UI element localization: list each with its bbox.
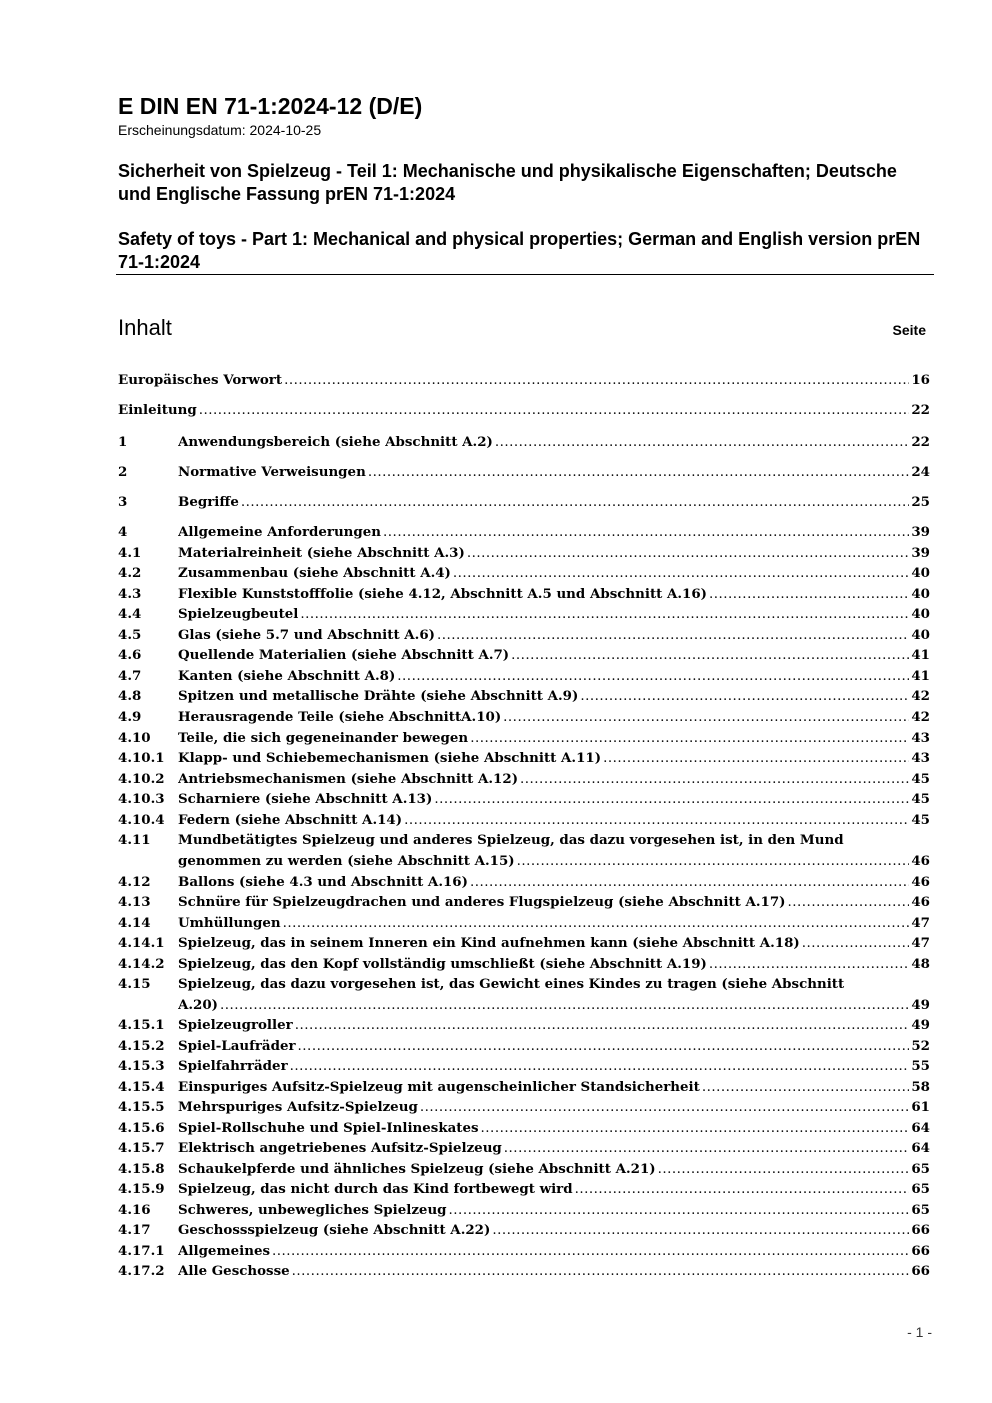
toc-entry-page: 46: [911, 894, 930, 910]
toc-entry-title: Kanten (siehe Abschnitt A.8): [178, 668, 396, 684]
toc-entry-page: 40: [911, 565, 930, 581]
toc-entry-title: Spielzeug, das den Kopf vollständig umschließt (siehe Abschnitt A.19): [178, 956, 707, 972]
toc-entry-title: Antriebsmechanismen (siehe Abschnitt A.12): [178, 771, 519, 787]
toc-leader-dots: [481, 1119, 910, 1140]
document-id: E DIN EN 71-1:2024-12 (D/E): [118, 93, 423, 119]
toc-entry-page: 65: [911, 1181, 930, 1197]
toc-leader-dots: [420, 1098, 910, 1119]
toc-entry-page: 66: [911, 1263, 930, 1279]
toc-entry-page: 65: [911, 1161, 930, 1177]
toc-entry-title: Spiel-Laufräder: [178, 1038, 296, 1054]
toc-entry-page: 43: [911, 750, 930, 766]
page-number: - 1 -: [907, 1324, 932, 1340]
publication-date: Erscheinungsdatum: 2024-10-25: [118, 122, 322, 138]
toc-entry-page: 40: [911, 586, 930, 602]
toc-entry-number: 4.15.4: [118, 1079, 165, 1095]
toc-entry-number: 1: [118, 434, 128, 450]
toc-leader-dots: [495, 433, 909, 454]
toc-entry-number: 4.10.3: [118, 791, 165, 807]
toc-entry-number: 4.17: [118, 1222, 151, 1238]
toc-leader-dots: [511, 646, 909, 667]
toc-entry-page: 25: [911, 494, 930, 510]
toc-entry-page: 41: [911, 647, 930, 663]
toc-entry-number: 4.9: [118, 709, 142, 725]
toc-entry-title: Einleitung: [118, 402, 197, 418]
toc-entry-number: 4: [118, 524, 128, 540]
toc-entry-title: Spielzeugbeutel: [178, 606, 299, 622]
toc-leader-dots: [470, 729, 909, 750]
toc-entry-title-continued: genommen zu werden (siehe Abschnitt A.15): [178, 852, 515, 869]
toc-entry-number: 4.15.6: [118, 1120, 165, 1136]
toc-entry-number: 4.10: [118, 730, 151, 746]
toc-entry-page: 47: [911, 915, 930, 931]
toc-entry-title: Quellende Materialien (siehe Abschnitt A.7): [178, 647, 510, 663]
toc-entry-number: 4.16: [118, 1202, 151, 1218]
toc-entry-page: 65: [911, 1202, 930, 1218]
toc-entry-page: 46: [911, 874, 930, 890]
toc-entry-number: 4.11: [118, 832, 151, 848]
toc-entry-page: 49: [911, 996, 930, 1013]
toc-entry-page: 61: [911, 1099, 930, 1115]
toc-entry-page: 55: [911, 1058, 930, 1074]
toc-entry-title: Europäisches Vorwort: [118, 372, 283, 388]
toc-leader-dots: [709, 585, 909, 606]
toc-leader-dots: [383, 523, 909, 544]
toc-leader-dots: [437, 626, 909, 647]
toc-leader-dots: [283, 914, 910, 935]
toc-entry-number: 4.1: [118, 545, 142, 561]
toc-entry-number: 4.15.8: [118, 1161, 165, 1177]
toc-entry-title: Spielzeug, das nicht durch das Kind fortbewegt wird: [178, 1181, 573, 1197]
toc-entry-number: 4.15.9: [118, 1181, 165, 1197]
title-german: Sicherheit von Spielzeug - Teil 1: Mechanische und physikalische Eigenschaften; Deutsche und Englische Fassung prEN 71-1:2024: [118, 161, 897, 204]
toc-entry-page: 40: [911, 606, 930, 622]
toc-entry-number: 4.15.5: [118, 1099, 165, 1115]
toc-entry-title: Einspuriges Aufsitz-Spielzeug mit augenscheinlicher Standsicherheit: [178, 1079, 700, 1095]
toc-entry-page: 24: [911, 464, 930, 480]
toc-entry-page: 40: [911, 627, 930, 643]
toc-entry-page: 39: [911, 524, 930, 540]
toc-entry-title: Begriffe: [178, 494, 239, 510]
toc-leader-dots: [575, 1180, 910, 1201]
toc-entry-page: 43: [911, 730, 930, 746]
toc-entry-title: Spielzeugroller: [178, 1017, 293, 1033]
toc-entry-number: 4.12: [118, 874, 151, 890]
toc-entry-page: 66: [911, 1222, 930, 1238]
toc-entry-number: 4.3: [118, 586, 142, 602]
toc-leader-dots: [453, 564, 909, 585]
toc-entry-title: Klapp- und Schiebemechanismen (siehe Abschnitt A.11): [178, 750, 602, 766]
toc-entry-page: 39: [911, 545, 930, 561]
toc-leader-dots: [397, 667, 909, 688]
toc-leader-dots: [290, 1057, 910, 1078]
toc-entry-number: 4.14.1: [118, 935, 165, 951]
toc-entry-title-continued: A.20): [178, 996, 219, 1013]
toc-leader-dots: [467, 544, 910, 565]
toc-entry-number: 4.6: [118, 647, 142, 663]
toc-page-column-label: Seite: [892, 322, 926, 338]
toc-entry-title: Spiel-Rollschuhe und Spiel-Inlineskates: [178, 1120, 479, 1136]
toc-entry-title: Herausragende Teile (siehe AbschnittA.10): [178, 709, 502, 725]
toc-entry-number: 2: [118, 464, 128, 480]
toc-entry-number: 4.15.7: [118, 1140, 165, 1156]
toc-leader-dots: [295, 1016, 910, 1037]
toc-leader-dots: [298, 1037, 910, 1058]
toc-entry-title: Mehrspuriges Aufsitz-Spielzeug: [178, 1099, 418, 1115]
toc-entry-title: Ballons (siehe 4.3 und Abschnitt A.16): [178, 874, 468, 890]
toc-entry-number: 4.15.1: [118, 1017, 165, 1033]
toc-leader-dots: [449, 1201, 910, 1222]
toc-entry-number: 3: [118, 494, 128, 510]
toc-entry-page: 64: [911, 1140, 930, 1156]
toc-leader-dots: [603, 749, 909, 770]
toc-entry-title: Teile, die sich gegeneinander bewegen: [178, 730, 469, 746]
toc-entry-title: Spielfahrräder: [178, 1058, 288, 1074]
toc-entry-title: Allgemeine Anforderungen: [178, 524, 382, 540]
toc-leader-dots: [709, 955, 910, 976]
toc-entry-page: 45: [911, 791, 930, 807]
toc-leader-dots: [492, 1221, 909, 1242]
toc-entry-number: 4.10.4: [118, 812, 165, 828]
toc-entry-page: 22: [911, 402, 930, 418]
toc-leader-dots: [658, 1160, 910, 1181]
toc-entry-page: 66: [911, 1243, 930, 1259]
header-rule: [116, 274, 934, 275]
toc-entry-title: Umhüllungen: [178, 915, 281, 931]
toc-entry-title: Federn (siehe Abschnitt A.14): [178, 812, 403, 828]
toc-entry-title: Flexible Kunststofffolie (siehe 4.12, Abschnitt A.5 und Abschnitt A.16): [178, 586, 708, 602]
toc-entry-title: Schnüre für Spielzeugdrachen und anderes Flugspielzeug (siehe Abschnitt A.17): [178, 894, 786, 910]
toc-entry-title: Anwendungsbereich (siehe Abschnitt A.2): [178, 434, 493, 450]
toc-leader-dots: [434, 790, 909, 811]
toc-leader-dots: [802, 934, 910, 955]
toc-entry-number: 4.14: [118, 915, 151, 931]
toc-entry-number: 4.4: [118, 606, 142, 622]
toc-entry-page: 64: [911, 1120, 930, 1136]
toc-entry-title: Scharniere (siehe Abschnitt A.13): [178, 791, 433, 807]
toc-entry-page: 58: [911, 1079, 930, 1095]
toc-leader-dots: [517, 852, 910, 873]
toc-entry-number: 4.2: [118, 565, 142, 581]
toc-entry-title: Allgemeines: [178, 1243, 271, 1259]
toc-leader-dots: [292, 1262, 910, 1283]
toc-entry-page: 45: [911, 771, 930, 787]
toc-leader-dots: [580, 687, 909, 708]
toc-entry-title: Spielzeug, das dazu vorgesehen ist, das Gewicht eines Kindes zu tragen (siehe Abschnitt: [178, 976, 845, 992]
toc-entry-page: 48: [911, 956, 930, 972]
toc-leader-dots: [220, 996, 909, 1017]
toc-entry-title: Spielzeug, das in seinem Inneren ein Kind aufnehmen kann (siehe Abschnitt A.18): [178, 935, 800, 951]
toc-entry-title: Alle Geschosse: [178, 1263, 290, 1279]
title-english: Safety of toys - Part 1: Mechanical and physical properties; German and English version prEN 71-1:2024: [118, 229, 921, 272]
toc-entry-page: 47: [911, 935, 930, 951]
toc-entry-title: Spitzen und metallische Drähte (siehe Abschnitt A.9): [178, 688, 579, 704]
toc-entry-page: 45: [911, 812, 930, 828]
toc-leader-dots: [284, 371, 909, 392]
toc-entry-number: 4.17.2: [118, 1263, 165, 1279]
toc-entry-number: 4.8: [118, 688, 142, 704]
toc-leader-dots: [241, 493, 910, 514]
toc-leader-dots: [503, 708, 909, 729]
toc-entry-number: 4.15.3: [118, 1058, 165, 1074]
toc-leader-dots: [470, 873, 909, 894]
toc-leader-dots: [404, 811, 909, 832]
toc-entry-title: Mundbetätigtes Spielzeug und anderes Spielzeug, das dazu vorgesehen ist, in den Mund: [178, 832, 844, 848]
toc-leader-dots: [504, 1139, 910, 1160]
toc-entry-title: Schweres, unbewegliches Spielzeug: [178, 1202, 447, 1218]
toc-leader-dots: [520, 770, 909, 791]
toc-entry-page: 41: [911, 668, 930, 684]
toc-entry-title: Materialreinheit (siehe Abschnitt A.3): [178, 545, 465, 561]
toc-leader-dots: [368, 463, 910, 484]
toc-entry-number: 4.14.2: [118, 956, 165, 972]
toc-entry-page: 46: [911, 852, 930, 869]
toc-heading: Inhalt: [118, 315, 172, 340]
toc-entry-page: 42: [911, 688, 930, 704]
toc-entry-number: 4.17.1: [118, 1243, 165, 1259]
toc-leader-dots: [272, 1242, 909, 1263]
toc-leader-dots: [702, 1078, 910, 1099]
toc-entry-title: Zusammenbau (siehe Abschnitt A.4): [178, 565, 451, 581]
toc-entry-page: 52: [911, 1038, 930, 1054]
toc-leader-dots: [199, 401, 910, 422]
toc-leader-dots: [788, 893, 910, 914]
toc-entry-number: 4.7: [118, 668, 142, 684]
toc-entry-page: 42: [911, 709, 930, 725]
toc-entry-number: 4.15.2: [118, 1038, 165, 1054]
toc-entry-number: 4.10.1: [118, 750, 165, 766]
toc-leader-dots: [300, 605, 909, 626]
toc-entry-title: Normative Verweisungen: [178, 464, 366, 480]
toc-entry-title: Schaukelpferde und ähnliches Spielzeug (siehe Abschnitt A.21): [178, 1161, 656, 1177]
toc-entry-number: 4.5: [118, 627, 142, 643]
toc-entry-page: 16: [911, 372, 930, 388]
toc-entry-number: 4.15: [118, 976, 151, 992]
toc-entry-title: Geschossspielzeug (siehe Abschnitt A.22): [178, 1222, 491, 1238]
toc-entry-page: 49: [911, 1017, 930, 1033]
toc-entry-number: 4.10.2: [118, 771, 165, 787]
toc-entry-number: 4.13: [118, 894, 151, 910]
toc-entry-title: Elektrisch angetriebenes Aufsitz-Spielzeug: [178, 1140, 502, 1156]
toc-entry-title: Glas (siehe 5.7 und Abschnitt A.6): [178, 627, 435, 643]
toc-entry-page: 22: [911, 434, 930, 450]
